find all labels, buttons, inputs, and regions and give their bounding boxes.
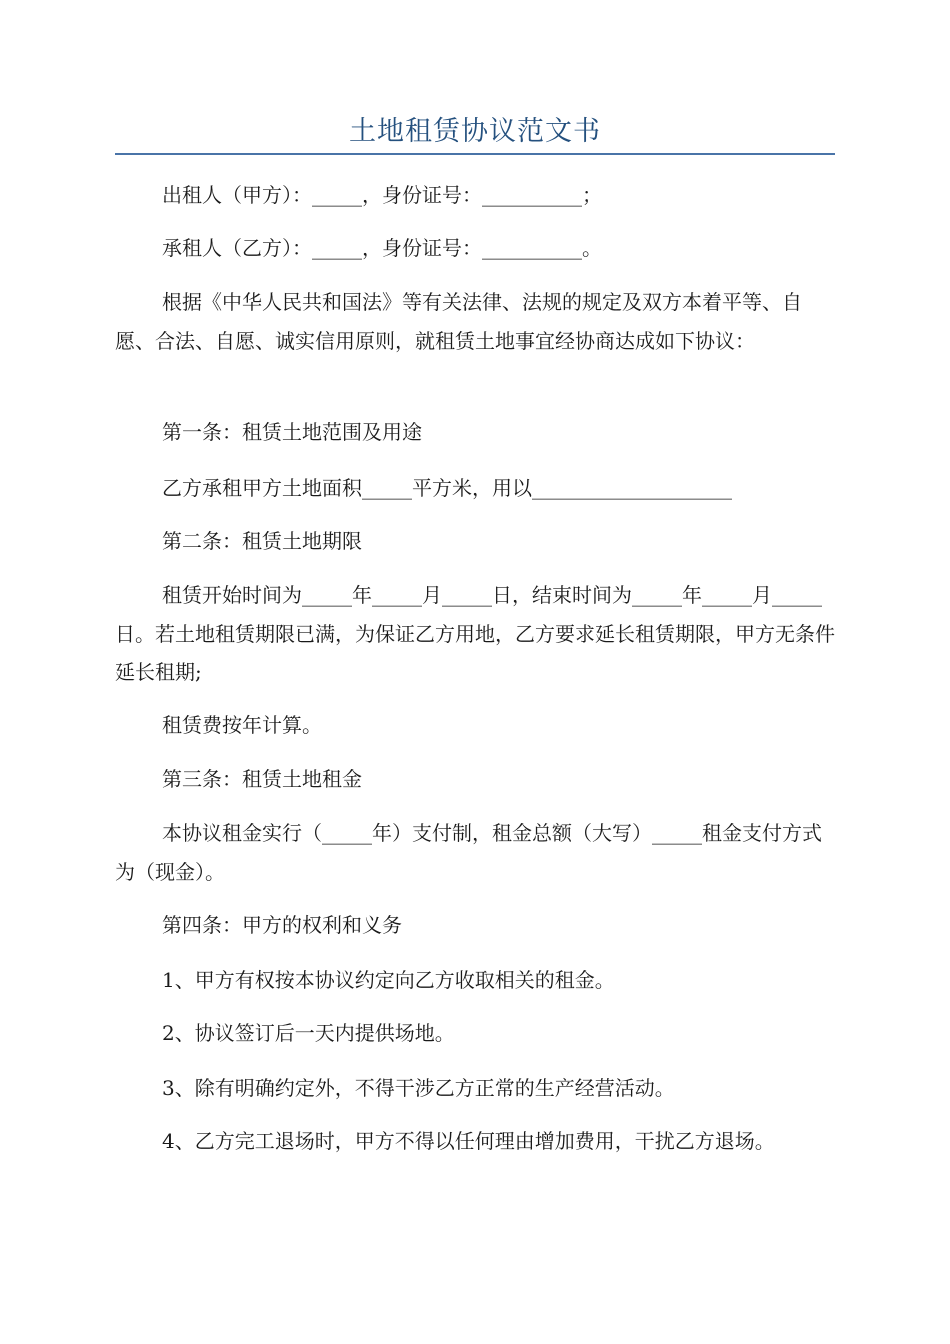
heading-article-1: 第一条：租赁土地范围及用途: [162, 420, 422, 444]
list-item-4: 4、乙方完工退场时，甲方不得以任何理由增加费用，干扰乙方退场。: [162, 1129, 775, 1153]
paragraph-lessee: 承租人（乙方）：_____，身份证号：__________。: [162, 236, 602, 260]
paragraph-rent-payment: 本协议租金实行（_____年）支付制，租金总额（大写）_____租金支付方式为（现金）。: [115, 821, 822, 884]
paragraph-lessor: 出租人（甲方）：_____，身份证号：__________；: [162, 183, 602, 207]
list-item-1: 1、甲方有权按本协议约定向乙方收取相关的租金。: [162, 968, 615, 992]
heading-article-4: 第四条：甲方的权利和义务: [162, 913, 402, 937]
heading-article-3: 第三条：租赁土地租金: [162, 767, 362, 791]
document-title: 土地租赁协议范文书: [349, 116, 601, 147]
paragraph-land-area: 乙方承租甲方土地面积_____平方米，用以____________________: [162, 476, 732, 500]
list-item-2: 2、协议签订后一天内提供场地。: [162, 1021, 455, 1045]
heading-article-2: 第二条：租赁土地期限: [162, 529, 362, 553]
paragraph-lease-term: 租赁开始时间为_____年_____月_____日，结束时间为_____年_____月_____日。若土地租赁期限已满，为保证乙方用地，乙方要求延长租赁期限，甲方无条件延长租期;: [115, 583, 835, 684]
paragraph-preamble: 根据《中华人民共和国法》等有关法律、法规的规定及双方本着平等、自愿、合法、自愿、诚实信用原则，就租赁土地事宜经协商达成如下协议：: [115, 290, 802, 353]
list-item-3: 3、除有明确约定外，不得干涉乙方正常的生产经营活动。: [162, 1076, 675, 1100]
paragraph-annual-fee: 租赁费按年计算。: [162, 713, 322, 737]
title-underline: [115, 153, 835, 155]
